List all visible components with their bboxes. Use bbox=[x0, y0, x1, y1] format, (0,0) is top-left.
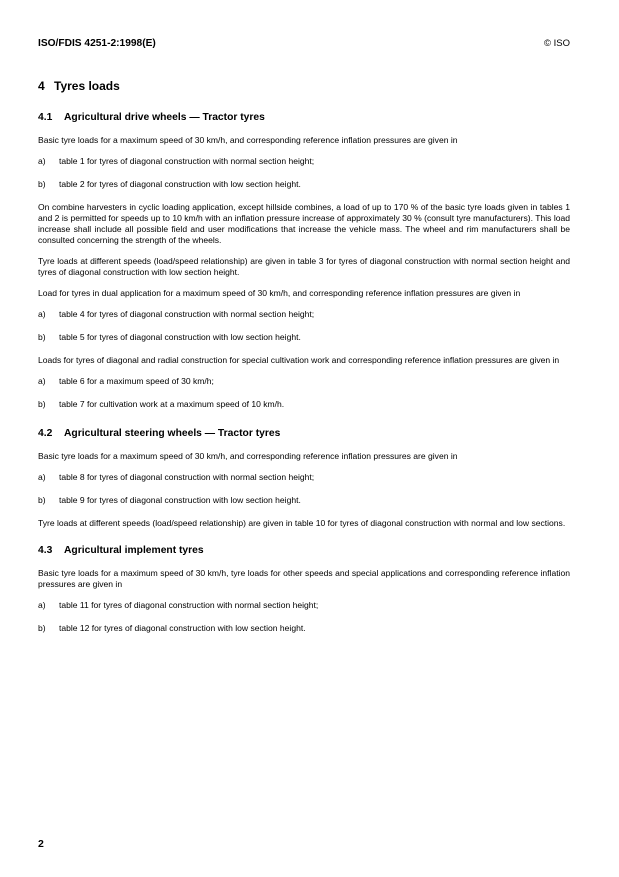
list-label: a) bbox=[38, 472, 46, 482]
list-item bbox=[38, 156, 570, 167]
list-text: table 12 for tyres of diagonal construction with low section height. bbox=[59, 623, 306, 633]
list-label: a) bbox=[38, 156, 46, 166]
section-number: 4.1 bbox=[38, 112, 53, 123]
section-title: Tyres loads bbox=[54, 79, 120, 93]
list-text: table 4 for tyres of diagonal construction with normal section height; bbox=[59, 309, 315, 319]
list-label: b) bbox=[38, 332, 46, 342]
list-item bbox=[38, 332, 570, 343]
section-title: Agricultural drive wheels — Tractor tyres bbox=[64, 112, 265, 123]
list-item bbox=[38, 472, 570, 483]
list-text: table 1 for tyres of diagonal construction with normal section height; bbox=[59, 156, 315, 166]
list-label: b) bbox=[38, 495, 46, 505]
section-4-heading bbox=[38, 78, 570, 94]
list-text: table 7 for cultivation work at a maximum speed of 10 km/h. bbox=[59, 399, 285, 409]
document-id: ISO/FDIS 4251-2:1998(E) bbox=[38, 38, 156, 49]
section-number: 4.3 bbox=[38, 545, 53, 556]
list-label: b) bbox=[38, 399, 46, 409]
list-item bbox=[38, 376, 570, 387]
paragraph: Basic tyre loads for a maximum speed of 30 km/h, and corresponding reference inflation pressures are given in bbox=[38, 135, 458, 145]
list-item bbox=[38, 623, 570, 634]
paragraph: On combine harvesters in cyclic loading application, except hillside combines, a load of up to 170 % of the basic tyre loads given in tables 1 and 2 is permitted for speeds up to 10 km/h with an inflation pressure increase of approximately 30 % (consult tyre manufacturers). This load increase shall include all possible field and user modifications that increase the vehicle mass. The wheel and rim manufacturers shall be consulted concerning the strength of the wheels. bbox=[38, 202, 570, 245]
section-number: 4 bbox=[38, 79, 45, 93]
paragraph: Load for tyres in dual application for a maximum speed of 30 km/h, and corresponding reference inflation pressures are given in bbox=[38, 288, 521, 298]
list-label: b) bbox=[38, 179, 46, 189]
section-title: Agricultural implement tyres bbox=[64, 545, 204, 556]
list-text: table 6 for a maximum speed of 30 km/h; bbox=[59, 376, 214, 386]
section-4-2-heading bbox=[38, 427, 570, 441]
section-number: 4.2 bbox=[38, 428, 53, 439]
list-label: b) bbox=[38, 623, 46, 633]
paragraph: Basic tyre loads for a maximum speed of 30 km/h, tyre loads for other speeds and special applications and corresponding reference inflation pressures are given in bbox=[38, 568, 570, 589]
paragraph: Tyre loads at different speeds (load/speed relationship) are given in table 10 for tyres of diagonal construction with normal and low sections. bbox=[38, 518, 566, 528]
list-item bbox=[38, 179, 570, 190]
list-text: table 2 for tyres of diagonal construction with low section height. bbox=[59, 179, 301, 189]
paragraph: Tyre loads at different speeds (load/speed relationship) are given in table 3 for tyres of diagonal construction with normal section height and tyres of diagonal construction with low section height. bbox=[38, 256, 570, 277]
list-item bbox=[38, 495, 570, 506]
list-label: a) bbox=[38, 309, 46, 319]
list-text: table 5 for tyres of diagonal construction with low section height. bbox=[59, 332, 301, 342]
list-label: a) bbox=[38, 600, 46, 610]
copyright-notice: © ISO bbox=[543, 38, 570, 49]
document-body bbox=[38, 78, 570, 646]
paragraph: Loads for tyres of diagonal and radial construction for special cultivation work and corresponding reference inflation pressures are given in bbox=[38, 355, 560, 365]
section-title: Agricultural steering wheels — Tractor tyres bbox=[64, 428, 281, 439]
list-item bbox=[38, 600, 570, 611]
section-4-3-heading bbox=[38, 544, 570, 558]
section-4-1-heading bbox=[38, 111, 570, 125]
list-item bbox=[38, 309, 570, 320]
page-number: 2 bbox=[38, 838, 44, 850]
list-text: table 11 for tyres of diagonal construction with normal section height; bbox=[59, 600, 319, 610]
list-label: a) bbox=[38, 376, 46, 386]
list-text: table 8 for tyres of diagonal construction with normal section height; bbox=[59, 472, 315, 482]
page-header bbox=[38, 38, 570, 52]
list-text: table 9 for tyres of diagonal construction with low section height. bbox=[59, 495, 301, 505]
paragraph: Basic tyre loads for a maximum speed of 30 km/h, and corresponding reference inflation pressures are given in bbox=[38, 451, 458, 461]
list-item bbox=[38, 399, 570, 410]
